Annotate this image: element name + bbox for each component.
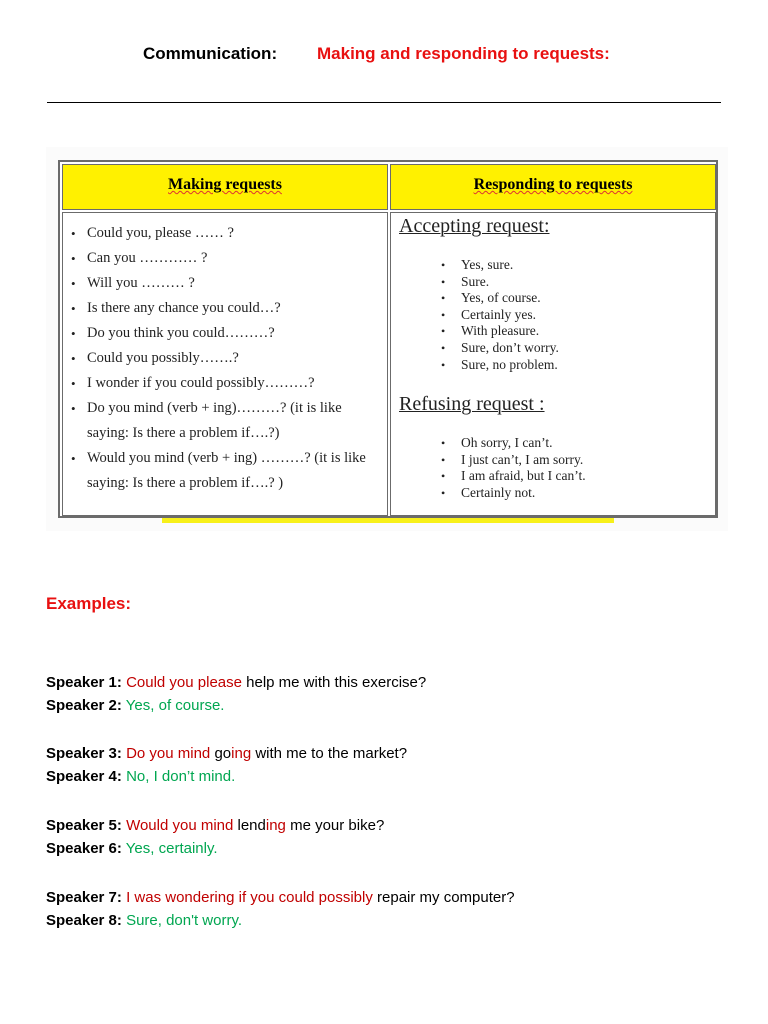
- speaker-label: Speaker 3:: [46, 745, 122, 762]
- request-rest: repair my computer?: [372, 889, 515, 906]
- speaker-label: Speaker 6:: [46, 840, 122, 857]
- list-item: • Yes, sure.: [441, 257, 559, 274]
- request-phrase: I was wondering if you could possibly: [126, 889, 373, 906]
- response-phrase: Sure, don't worry.: [126, 912, 243, 929]
- page-title: [0, 44, 768, 68]
- list-item: • Sure, don’t worry.: [441, 340, 559, 357]
- accepting-list: [441, 257, 559, 373]
- list-item: • With pleasure.: [441, 323, 559, 340]
- dialog-line: [46, 886, 515, 909]
- responding-requests-header: Responding to requests: [473, 176, 633, 193]
- speaker-label: Speaker 8:: [46, 912, 122, 929]
- dialog-line: [46, 765, 407, 788]
- speaker-label: Speaker 5:: [46, 817, 122, 834]
- list-item: • Certainly yes.: [441, 307, 559, 324]
- request-phrase: Could you please: [126, 674, 242, 691]
- request-verb: go: [210, 745, 232, 762]
- request-rest: me your bike?: [285, 817, 385, 834]
- response-phrase: Yes, of course.: [125, 697, 225, 714]
- request-verb: lend: [233, 817, 266, 834]
- dialog-2: [46, 742, 407, 788]
- dialog-line: [46, 909, 515, 932]
- list-item: • Sure.: [441, 274, 559, 291]
- dialog-3: [46, 814, 384, 860]
- list-item: • Do you think you could………?: [69, 321, 379, 346]
- list-item: • Would you mind (verb + ing) ………? (it is like saying: Is there a problem if….? ): [69, 446, 379, 496]
- dialog-line: [46, 814, 384, 837]
- list-item: • Is there any chance you could…?: [69, 296, 379, 321]
- response-phrase: No, I don’t mind.: [126, 768, 236, 785]
- title-underline-divider: [47, 102, 721, 103]
- request-rest: help me with this exercise?: [241, 674, 427, 691]
- speaker-label: Speaker 2:: [46, 697, 122, 714]
- list-item: • I wonder if you could possibly………?: [69, 371, 379, 396]
- requests-table-image: [46, 147, 728, 531]
- list-item: • Could you possibly…….?: [69, 346, 379, 371]
- request-phrase: Would you mind: [126, 817, 234, 834]
- list-item: • Yes, of course.: [441, 290, 559, 307]
- list-item: • Certainly not.: [441, 485, 586, 502]
- header-cell-making: [62, 164, 388, 210]
- requests-table: [58, 160, 718, 518]
- request-ing: ing: [231, 745, 252, 762]
- list-item: • Could you, please …… ?: [69, 221, 379, 246]
- accepting-title: Accepting request:: [399, 215, 550, 237]
- speaker-label: Speaker 4:: [46, 768, 122, 785]
- list-item: • Can you ………… ?: [69, 246, 379, 271]
- speaker-label: Speaker 7:: [46, 889, 122, 906]
- list-item: • Do you mind (verb + ing)………? (it is like saying: Is there a problem if….?): [69, 396, 379, 446]
- request-phrase: Do you mind: [126, 745, 211, 762]
- dialog-line: [46, 671, 426, 694]
- dialog-line: [46, 694, 426, 717]
- list-item: • Sure, no problem.: [441, 357, 559, 374]
- list-item: • Oh sorry, I can’t.: [441, 435, 586, 452]
- title-topic: Making and responding to requests:: [317, 44, 610, 63]
- dialog-line: [46, 837, 384, 860]
- dialog-1: [46, 671, 426, 717]
- request-rest: with me to the market?: [251, 745, 408, 762]
- dialog-line: [46, 742, 407, 765]
- making-requests-cell: [62, 212, 388, 516]
- request-ing: ing: [265, 817, 286, 834]
- examples-heading: Examples:: [46, 594, 132, 613]
- making-requests-list: [69, 221, 379, 496]
- responding-requests-cell: [390, 212, 716, 516]
- making-requests-header: Making requests: [168, 176, 282, 193]
- list-item: • Will you ……… ?: [69, 271, 379, 296]
- title-label: Communication:: [143, 44, 278, 63]
- list-item: • I am afraid, but I can’t.: [441, 468, 586, 485]
- speaker-label: Speaker 1:: [46, 674, 122, 691]
- refusing-list: [441, 435, 586, 501]
- list-item: • I just can’t, I am sorry.: [441, 452, 586, 469]
- dialog-4: [46, 886, 515, 932]
- response-phrase: Yes, certainly.: [125, 840, 218, 857]
- header-cell-responding: [390, 164, 716, 210]
- refusing-title: Refusing request :: [399, 393, 545, 415]
